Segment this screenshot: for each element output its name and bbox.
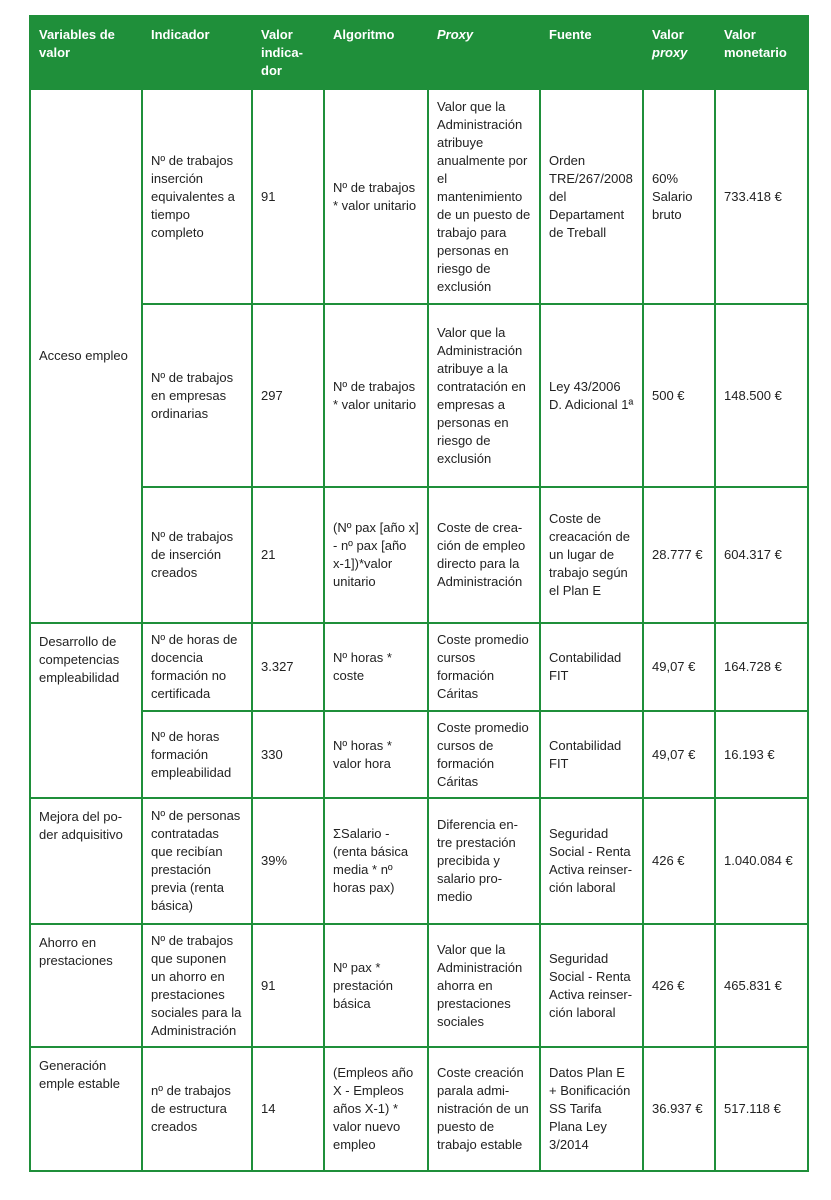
group-generacion-empleo: Generación emple estable	[30, 1047, 142, 1171]
cell-indicador: Nº de horas de docencia formación no certificada	[142, 623, 252, 711]
cell-fuente: Seguridad Social - Renta Activa reinser-ción laboral	[540, 798, 643, 924]
cell-algoritmo: Nº de trabajos * valor unitario	[324, 89, 428, 304]
cell-fuente: Orden TRE/267/2008 del Departament de Treball	[540, 89, 643, 304]
header-valor-proxy-line1: Valor	[652, 27, 684, 42]
cell-algoritmo: Nº horas * coste	[324, 623, 428, 711]
cell-indicador: Nº de trabajos inserción equivalentes a tiempo completo	[142, 89, 252, 304]
header-valor-monetario: Valor monetario	[715, 16, 808, 89]
cell-valor: 330	[252, 711, 324, 798]
social-value-table	[29, 15, 809, 1172]
table-row	[30, 304, 808, 487]
cell-valor-monetario: 604.317 €	[715, 487, 808, 623]
group-ahorro-prestaciones: Ahorro en prestaciones	[30, 924, 142, 1047]
cell-indicador: Nº de trabajos de inserción creados	[142, 487, 252, 623]
cell-proxy: Coste creación parala admi-nistración de un puesto de trabajo estable	[428, 1047, 540, 1171]
cell-valor-proxy: 500 €	[643, 304, 715, 487]
table-row	[30, 89, 808, 304]
cell-fuente: Seguridad Social - Renta Activa reinser-ción laboral	[540, 924, 643, 1047]
group-mejora-poder-adquisitivo: Mejora del po-der adquisitivo	[30, 798, 142, 924]
cell-fuente: Datos Plan E + Bonificación SS Tarifa Plana Ley 3/2014	[540, 1047, 643, 1171]
cell-algoritmo: Nº pax * prestación básica	[324, 924, 428, 1047]
cell-valor: 91	[252, 924, 324, 1047]
cell-valor-monetario: 1.040.084 €	[715, 798, 808, 924]
cell-algoritmo: (Nº pax [año x] - nº pax [año x-1])*valor unitario	[324, 487, 428, 623]
cell-proxy: Valor que la Administración atribuye anualmente por el mantenimiento de un puesto de trabajo para personas en riesgo de exclusión	[428, 89, 540, 304]
table-row	[30, 798, 808, 924]
cell-valor: 14	[252, 1047, 324, 1171]
cell-valor: 91	[252, 89, 324, 304]
table-row	[30, 924, 808, 1047]
cell-proxy: Valor que la Administración ahorra en prestaciones sociales	[428, 924, 540, 1047]
header-valor-proxy-line2: proxy	[652, 45, 688, 60]
cell-valor-monetario: 16.193 €	[715, 711, 808, 798]
cell-proxy: Coste promedio cursos formación Cáritas	[428, 623, 540, 711]
cell-fuente: Coste de creacación de un lugar de trabajo según el Plan E	[540, 487, 643, 623]
cell-indicador: Nº de trabajos en empresas ordinarias	[142, 304, 252, 487]
header-proxy: Proxy	[428, 16, 540, 89]
cell-valor-proxy: 426 €	[643, 798, 715, 924]
cell-valor: 3.327	[252, 623, 324, 711]
cell-valor-proxy: 28.777 €	[643, 487, 715, 623]
header-variables: Variables de valor	[30, 16, 142, 89]
header-row	[30, 16, 808, 89]
cell-valor-proxy: 426 €	[643, 924, 715, 1047]
header-valor-indicador: Valor indica-dor	[252, 16, 324, 89]
header-indicador: Indicador	[142, 16, 252, 89]
cell-algoritmo: ΣSalario - (renta básica media * nº horas pax)	[324, 798, 428, 924]
header-valor-proxy	[643, 16, 715, 89]
header-fuente: Fuente	[540, 16, 643, 89]
cell-valor-proxy: 49,07 €	[643, 623, 715, 711]
cell-valor-monetario: 465.831 €	[715, 924, 808, 1047]
table-row	[30, 1047, 808, 1171]
table-row	[30, 623, 808, 711]
cell-proxy: Coste de crea-ción de empleo directo para la Administración	[428, 487, 540, 623]
cell-valor-proxy: 60% Salario bruto	[643, 89, 715, 304]
cell-valor-proxy: 36.937 €	[643, 1047, 715, 1171]
cell-proxy: Coste promedio cursos de formación Cáritas	[428, 711, 540, 798]
header-algoritmo: Algoritmo	[324, 16, 428, 89]
group-acceso-empleo: Acceso empleo	[30, 89, 142, 623]
cell-valor-monetario: 733.418 €	[715, 89, 808, 304]
table-row	[30, 711, 808, 798]
cell-valor-monetario: 164.728 €	[715, 623, 808, 711]
cell-fuente: Contabilidad FIT	[540, 711, 643, 798]
cell-valor: 21	[252, 487, 324, 623]
table-container	[29, 15, 807, 1172]
cell-valor: 39%	[252, 798, 324, 924]
cell-valor-monetario: 148.500 €	[715, 304, 808, 487]
cell-valor: 297	[252, 304, 324, 487]
cell-indicador: Nº de personas contratadas que recibían prestación previa (renta básica)	[142, 798, 252, 924]
group-desarrollo-competencias: Desarrollo de competencias empleabilidad	[30, 623, 142, 798]
cell-fuente: Ley 43/2006 D. Adicional 1ª	[540, 304, 643, 487]
table-row	[30, 487, 808, 623]
cell-algoritmo: Nº de trabajos * valor unitario	[324, 304, 428, 487]
cell-algoritmo: Nº horas * valor hora	[324, 711, 428, 798]
cell-algoritmo: (Empleos año X - Empleos años X-1) * valor nuevo empleo	[324, 1047, 428, 1171]
cell-proxy: Diferencia en-tre prestación precibida y salario pro-medio	[428, 798, 540, 924]
cell-proxy: Valor que la Administración atribuye a la contratación en empresas a personas en riesgo de exclusión	[428, 304, 540, 487]
cell-valor-proxy: 49,07 €	[643, 711, 715, 798]
cell-indicador: nº de trabajos de estructura creados	[142, 1047, 252, 1171]
cell-indicador: Nº de trabajos que suponen un ahorro en prestaciones sociales para la Administración	[142, 924, 252, 1047]
cell-valor-monetario: 517.118 €	[715, 1047, 808, 1171]
cell-fuente: Contabilidad FIT	[540, 623, 643, 711]
cell-indicador: Nº de horas formación empleabilidad	[142, 711, 252, 798]
